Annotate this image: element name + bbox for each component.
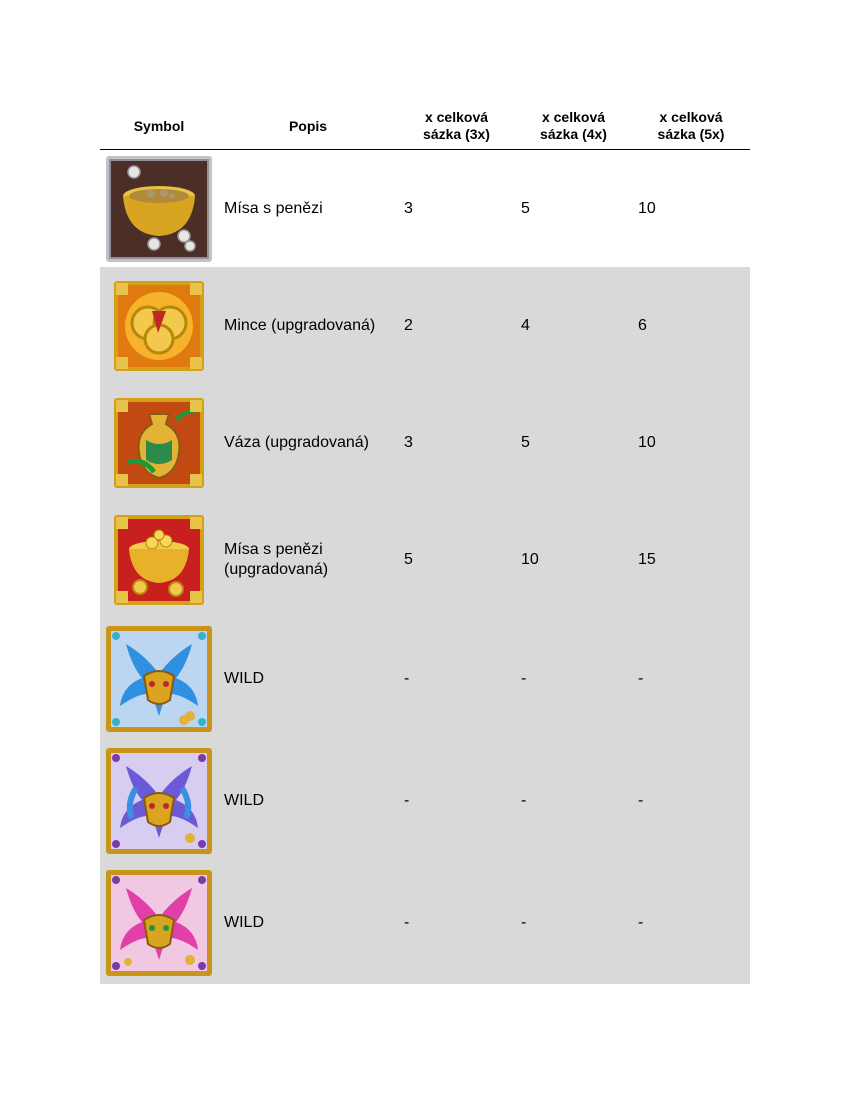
header-col-3x-line2: sázka (3x): [423, 126, 490, 142]
header-col-4x-line2: sázka (4x): [540, 126, 607, 142]
value-4x: 10: [521, 550, 539, 568]
value-4x: -: [521, 792, 527, 809]
money-bowl-icon: [106, 156, 212, 262]
money-bowl-upgraded-icon: [114, 515, 204, 605]
value-5x: 10: [638, 199, 656, 217]
table-row: [100, 862, 750, 984]
paytable: [100, 103, 750, 984]
value-5x: -: [638, 914, 644, 931]
value-3x: 2: [404, 316, 413, 334]
value-5x: 6: [638, 316, 647, 334]
header-col-5x-line2: sázka (5x): [657, 126, 725, 142]
table-header: [100, 103, 750, 150]
row-description: WILD: [224, 792, 264, 809]
wild-blue-dragon-icon: [106, 626, 212, 732]
header-col-3x: [398, 109, 515, 143]
header-col-4x-line1: x celková: [541, 109, 606, 125]
table-row: [100, 501, 750, 618]
value-3x: -: [404, 914, 410, 931]
table-row: [100, 267, 750, 384]
value-3x: -: [404, 670, 410, 687]
value-5x: -: [638, 670, 644, 687]
value-4x: -: [521, 914, 527, 931]
value-5x: 15: [638, 550, 656, 568]
row-description: Váza (upgradovaná): [224, 433, 369, 451]
wild-pink-dragon-icon: [106, 870, 212, 976]
value-3x: 3: [404, 433, 413, 451]
value-4x: 5: [521, 433, 530, 451]
header-col-3x-line1: x celková: [424, 109, 489, 125]
row-description: WILD: [224, 670, 264, 687]
value-3x: 3: [404, 199, 413, 217]
value-4x: 4: [521, 316, 530, 334]
value-3x: -: [404, 792, 410, 809]
table-row: [100, 740, 750, 862]
value-4x: 5: [521, 199, 530, 217]
header-col-5x-line1: x celková: [659, 109, 723, 125]
coins-upgraded-icon: [114, 281, 204, 371]
row-description-line2: (upgradovaná): [224, 560, 329, 578]
row-description: [218, 540, 398, 580]
value-3x: 5: [404, 550, 413, 568]
header-description: Popis: [288, 117, 328, 134]
header-col-5x: [632, 109, 750, 143]
row-description: WILD: [224, 914, 264, 931]
row-description-line1: Mísa s penězi: [224, 540, 323, 558]
table-row: [100, 150, 750, 267]
wild-purple-blue-dragon-icon: [106, 748, 212, 854]
table-row: [100, 618, 750, 740]
header-col-4x: [515, 109, 632, 143]
value-4x: -: [521, 670, 527, 687]
row-description: Mísa s penězi: [224, 199, 323, 217]
table-row: [100, 384, 750, 501]
value-5x: 10: [638, 433, 656, 451]
vase-upgraded-icon: [114, 398, 204, 488]
row-description: Mince (upgradovaná): [224, 316, 376, 334]
header-symbol: Symbol: [133, 117, 185, 134]
value-5x: -: [638, 792, 644, 809]
